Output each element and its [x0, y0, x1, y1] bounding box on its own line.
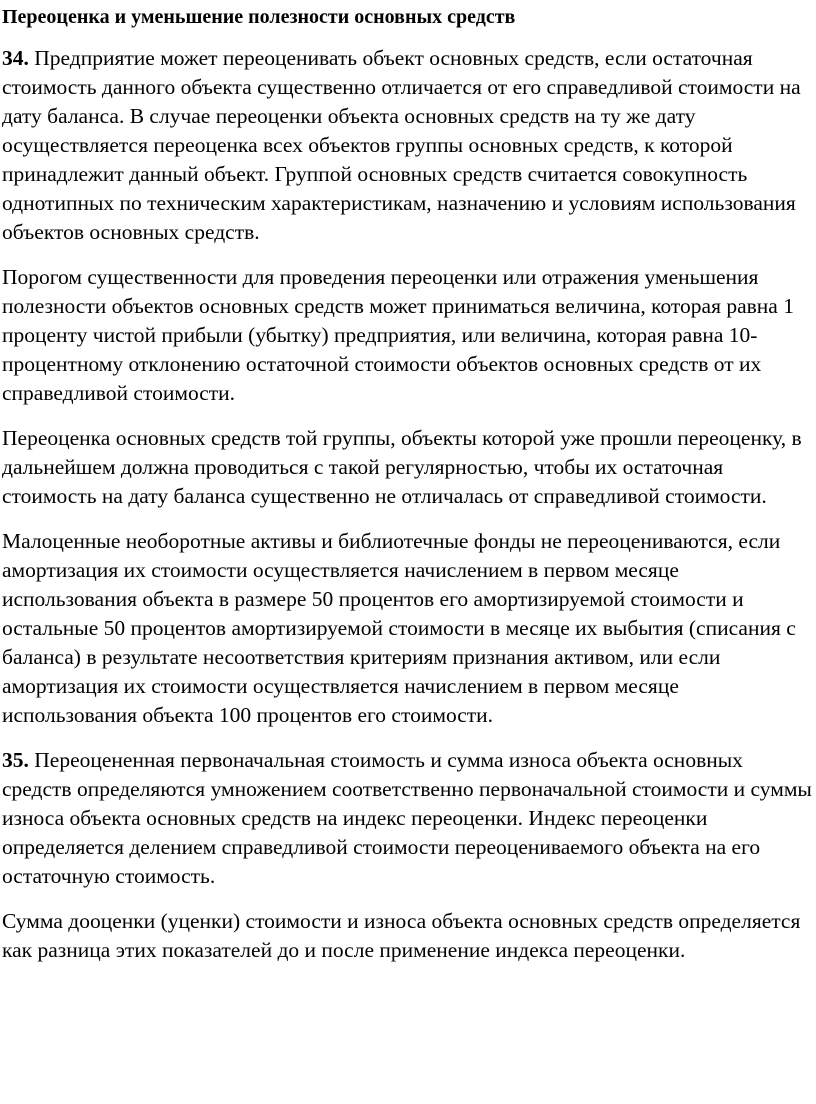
paragraph-text: Переоценка основных средств той группы, объекты которой уже прошли переоценку, в дальнейшем должна проводиться с такой регулярностью, чтобы их остаточная стоимость на дату баланса существенно не отличалась от справедливой стоимости.: [2, 426, 802, 508]
paragraph-35: [2, 746, 812, 891]
paragraph-34: [2, 44, 812, 247]
clause-number: 34.: [2, 46, 29, 70]
paragraph-text: Порогом существенности для проведения переоценки или отражения уменьшения полезности объектов основных средств может приниматься величина, которая равна 1 проценту чистой прибыли (убытку) предприятия, или величина, которая равна 10-процентному отклонению остаточной стоимости объектов основных средств от их справедливой стоимости.: [2, 265, 794, 405]
paragraph-text: Сумма дооценки (уценки) стоимости и износа объекта основных средств определяется как разница этих показателей до и после применение индекса переоценки.: [2, 909, 801, 962]
clause-number: 35.: [2, 748, 29, 772]
document-title: Переоценка и уменьшение полезности основных средств: [2, 6, 516, 28]
paragraph-text: Малоценные необоротные активы и библиотечные фонды не переоцениваются, если амортизация их стоимости осуществляется начислением в первом месяце использования объекта в размере 50 процентов его амортизируемой стоимости и остальные 50 процентов амортизируемой стоимости в месяце их выбытия (списания с баланса) в результате несоответствия критериям признания активом, или если амортизация их стоимости осуществляется начислением в первом месяце использования объекта 100 процентов его стоимости.: [2, 529, 796, 727]
paragraph-revaluation-amount: [2, 907, 812, 965]
paragraph-low-value-assets: [2, 527, 812, 730]
paragraph-text: Переоцененная первоначальная стоимость и сумма износа объекта основных средств определяются умножением соответственно первоначальной стоимости и суммы износа объекта основных средств на индекс переоценки. Индекс переоценки определяется делением справедливой стоимости переоцениваемого объекта на его остаточную стоимость.: [2, 748, 812, 888]
paragraph-materiality-threshold: [2, 263, 812, 408]
paragraph-text: Предприятие может переоценивать объект основных средств, если остаточная стоимость данного объекта существенно отличается от его справедливой стоимости на дату баланса. В случае переоценки объекта основных средств на ту же дату осуществляется переоценка всех объектов группы основных средств, к которой принадлежит данный объект. Группой основных средств считается совокупность однотипных по техническим характеристикам, назначению и условиям использования объектов основных средств.: [2, 46, 801, 244]
paragraph-revaluation-regularity: [2, 424, 812, 511]
